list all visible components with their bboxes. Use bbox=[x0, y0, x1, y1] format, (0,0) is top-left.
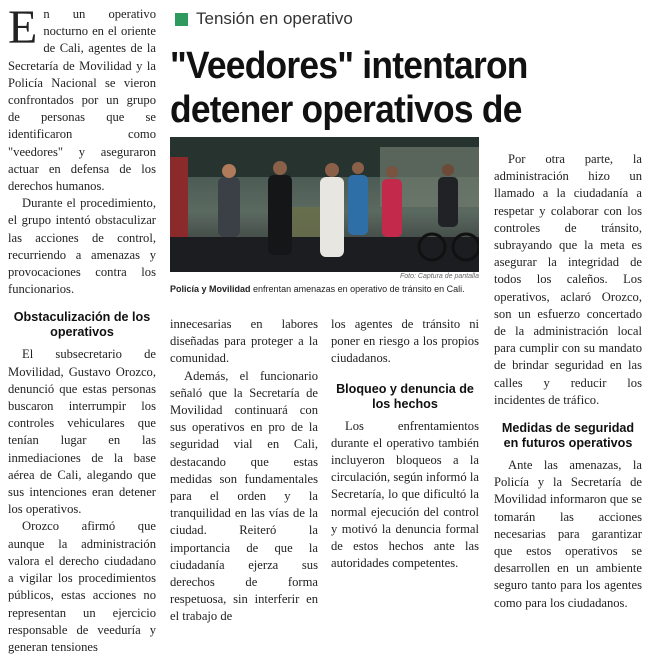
paragraph: Por otra parte, la administración hizo un llamado a la ciudadanía a respetar y colaborar con los controles de tránsito, subrayando que la meta es asegurar la integridad de todos los caleños. Los operativos, aclaró Orozco, son un esfuerzo concertado de la administración local para cumplir con su mandato de brindar seguridad en las calles y reducir los incidentes de tráfico. bbox=[494, 152, 642, 407]
paragraph: Durante el procedimiento, el grupo intentó obstaculizar las acciones de control, recurriendo a amenazas y provocaciones contra los funcionarios. bbox=[8, 196, 156, 297]
headline: "Veedores" intentaron detener operativos de bbox=[170, 45, 528, 131]
paragraph: los agentes de tránsito ni poner en riesgo a los propios ciudadanos. bbox=[331, 317, 479, 366]
subheading-obstaculizacion: Obstaculización de los operativos bbox=[13, 310, 151, 340]
article-column-2 bbox=[170, 316, 318, 626]
paragraph: Orozco afirmó que aunque la administración valora el derecho ciudadano a vigilar los procedimientos públicos, estas acciones no representan un ejercicio responsable de veeduría y generan tensiones bbox=[8, 519, 156, 654]
caption-text: enfrentan amenazas en operativo de tránsito en Cali. bbox=[253, 284, 465, 294]
photo-scene-illustration bbox=[170, 137, 479, 272]
article-column-4 bbox=[494, 151, 642, 612]
paragraph: Los enfrentamientos durante el operativo también incluyeron bloqueos a la circulación, según informó la Secretaría, lo que dificultó la normal ejecución del control y motivó la denuncia formal de estos hechos ante las autoridades competentes. bbox=[331, 418, 479, 571]
paragraph: Ante las amenazas, la Policía y la Secretaría de Movilidad informaron que se tomarán las acciones necesarias para garantizar que estos operativos se desarrollen en un ambiente seguro tanto para los agentes como para los ciudadanos. bbox=[494, 458, 642, 610]
green-square-icon bbox=[175, 13, 188, 26]
section-label: Tensión en operativo bbox=[196, 9, 353, 28]
article-column-3 bbox=[331, 316, 479, 572]
drop-cap: E bbox=[8, 1, 38, 54]
paragraph: innecesarias en labores diseñadas para proteger a la comunidad. bbox=[170, 317, 318, 366]
photo-credit: Foto: Captura de pantalla bbox=[400, 273, 479, 280]
photo-caption bbox=[170, 283, 490, 295]
paragraph: El subsecretario de Movilidad, Gustavo Orozco, denunció que estas personas buscaron interrumpir los controles vehiculares que tenían lugar en las inmediaciones de la base aérea de Cali, alegando que sus intenciones eran detener los operativos. bbox=[8, 347, 156, 517]
section-kicker bbox=[175, 8, 353, 30]
news-photo bbox=[170, 137, 479, 272]
caption-bold: Policía y Movilidad bbox=[170, 284, 251, 294]
subheading-medidas: Medidas de seguridad en futuros operativos bbox=[501, 421, 635, 451]
article-column-1 bbox=[8, 1, 156, 656]
lead-paragraph: En un operativo nocturno en el oriente de Cali, agentes de la Secretaría de Movilidad y la Policía Nacional se vieron confrontados por un grupo de personas que se identificaron como "veedores" y aseguraron actuar en defensa de los derechos humanos. bbox=[8, 1, 156, 194]
paragraph: Además, el funcionario señaló que la Secretaría de Movilidad continuará con sus operativos en pro de la seguridad vial en Cali, destacando que estas medidas son fundamentales para el orden y la tranquilidad en las vías de la ciudad. Reiteró la importancia de que la ciudadanía ejerza sus derechos de forma respetuosa, sin interferir en el trabajo de bbox=[170, 368, 318, 624]
subheading-bloqueo: Bloqueo y denuncia de los hechos bbox=[336, 381, 474, 411]
